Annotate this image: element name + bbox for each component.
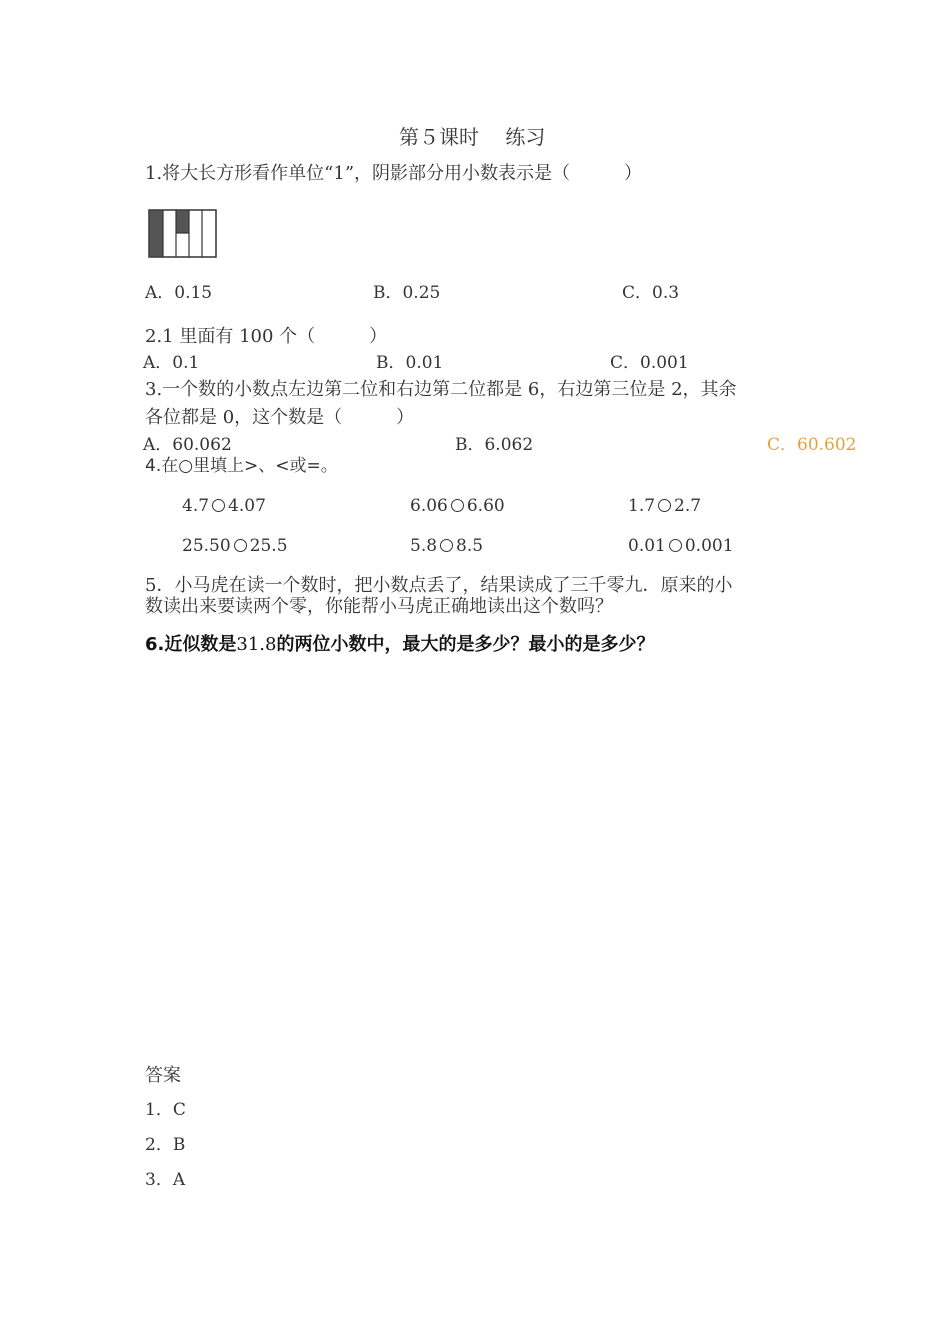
q2-option-b: B．0.01 [376, 353, 444, 373]
rectangle-figure [148, 209, 218, 259]
q4-item-left: 6.06 [410, 496, 448, 516]
compare-circle[interactable] [669, 539, 682, 552]
compare-circle[interactable] [451, 499, 464, 512]
compare-circle[interactable] [212, 499, 225, 512]
q1-stem: 1.将大长方形看作单位“1”，阴影部分用小数表示是（ ） [145, 163, 643, 184]
page-title: 第５课时 练习 [399, 125, 546, 149]
q2-option-a: A．0.1 [143, 353, 200, 373]
figure-shaded-strip [149, 210, 163, 257]
q4-item [628, 538, 734, 555]
q6-prefix: 6.近似数是 [145, 634, 237, 655]
q2-stem: 2.1 里面有 100 个（ ） [145, 326, 388, 347]
q4-item-left: 4.7 [182, 496, 210, 516]
q6-stem [145, 636, 654, 654]
q4-item [628, 498, 701, 515]
q4-item-left: 25.50 [182, 536, 231, 556]
answer-item: 2．B [145, 1135, 186, 1155]
q3-option-c: C．60.602 [767, 435, 857, 455]
q6-number: 31.8 [236, 634, 277, 655]
q3-stem-line1: 3.一个数的小数点左边第二位和右边第二位都是 6，右边第三位是 2，其余 [145, 379, 737, 400]
q4-item [410, 538, 483, 555]
q6-suffix: 的两位小数中，最大的是多少？最小的是多少？ [276, 634, 655, 655]
q4-item-right: 25.5 [249, 536, 288, 556]
q2-option-c: C．0.001 [610, 353, 689, 373]
q4-item-left: 0.01 [628, 536, 666, 556]
compare-circle[interactable] [440, 539, 453, 552]
answers-heading: 答案 [145, 1065, 181, 1086]
q4-item [182, 498, 266, 515]
q4-item-right: 4.07 [228, 496, 266, 516]
q5-line2: 数读出来要读两个零，你能帮小马虎正确地读出这个数吗？ [145, 596, 613, 617]
q3-stem-line2: 各位都是 0，这个数是（ ） [145, 407, 415, 428]
q5-line1: 5．小马虎在读一个数时，把小数点丢了，结果读成了三千零九．原来的小 [145, 575, 733, 596]
q4-item [410, 498, 505, 515]
compare-circle[interactable] [658, 499, 671, 512]
q4-item-right: 8.5 [456, 536, 484, 556]
q4-item-left: 5.8 [410, 536, 438, 556]
q4-item-right: 6.60 [466, 496, 505, 516]
q1-option-c: C．0.3 [622, 283, 680, 303]
q1-option-b: B．0.25 [373, 283, 441, 303]
figure-shaded-square [176, 210, 189, 233]
q4-item-right: 0.001 [684, 536, 734, 556]
q4-item-right: 2.7 [674, 496, 702, 516]
q1-option-a: A．0.15 [145, 283, 213, 303]
q4-item-left: 1.7 [628, 496, 656, 516]
answer-item: 3．A [145, 1170, 186, 1190]
q3-option-b: B．6.062 [455, 435, 534, 455]
q4-item [182, 538, 288, 555]
answer-item: 1．C [145, 1100, 186, 1120]
compare-circle[interactable] [234, 539, 247, 552]
q3-option-a: A．60.062 [143, 435, 232, 455]
q4-stem: 4.在○里填上>、<或=。 [145, 456, 338, 476]
